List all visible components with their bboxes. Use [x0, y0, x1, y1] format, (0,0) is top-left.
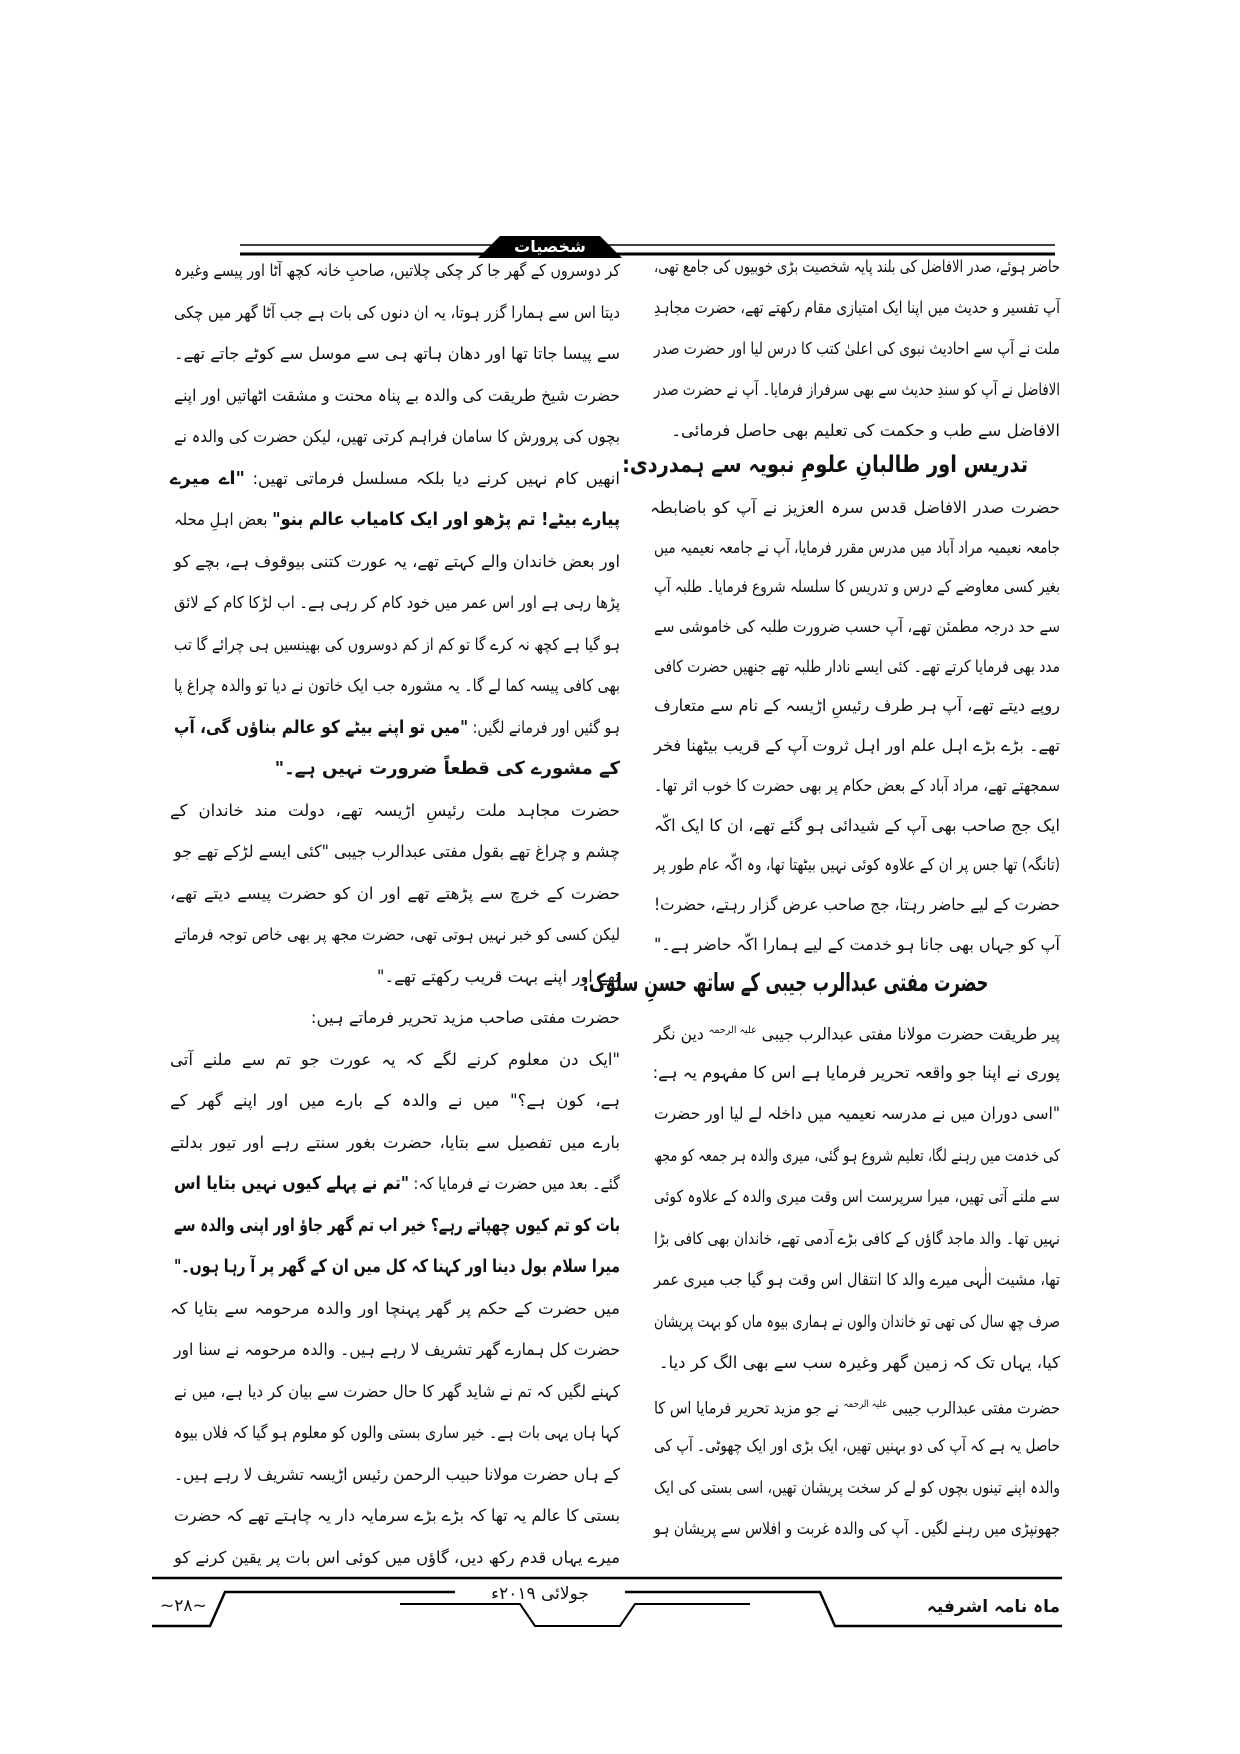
right-column-block-2	[650, 488, 1060, 964]
text-line	[170, 748, 620, 790]
honorific: علیہ الرحمہ	[843, 1398, 888, 1410]
text-segment: ہو گیا ہے کچھ نہ کرے گا تو کم از کم دوسروں کی بھینسیں ہی چرائے گا تب	[173, 634, 621, 654]
text-segment: کی خدمت میں رہنے لگا، تعلیم شروع ہو گئی، میری والدہ ہر جمعہ کو مجھ	[654, 1145, 1060, 1165]
text-segment: بستی کا عالم یہ تھا کہ بڑے بڑے سرمایہ دار یہ چاہتے تھے کہ حضرت	[173, 1506, 620, 1525]
magazine-name: ماہ نامہ اشرفیہ	[926, 1597, 1060, 1617]
text-line	[654, 1425, 1060, 1467]
text-line	[174, 375, 620, 417]
text-line	[174, 416, 620, 458]
text-line	[653, 528, 1060, 568]
text-segment: الافاضل سے طب و حکمت کی تعلیم بھی حاصل فرمائی۔	[671, 421, 1060, 440]
text-segment: تھے اور اپنے بہت قریب رکھتے تھے۔"	[376, 966, 620, 986]
text-segment: سمجھتے تھے، مراد آباد کے بعض حکام پر بھی حضرت کا خوب اثر تھا۔	[654, 775, 1060, 795]
text-line	[173, 499, 620, 541]
text-segment: "ایک دن معلوم کرنے لگے کہ یہ عورت جو تم سے ملنے آتی	[170, 1049, 620, 1069]
text-line	[654, 287, 1060, 328]
bold-quote: بات کو تم کیوں چھپاتے رہے؟ خیر اب تم گھر جاؤ اور اپنی والدہ سے	[173, 1214, 620, 1236]
text-segment: میرے یہاں قدم رکھ دیں، گاؤں میں کوئی اس بات پر یقین کرنے کو	[173, 1547, 620, 1567]
issue-date: جولائی ۲۰۱۹ء	[491, 1584, 589, 1604]
text-line	[170, 956, 620, 998]
text-line	[170, 873, 620, 915]
bold-quote: میرا سلام بول دینا اور کہنا کہ کل میں ان کے گھر پر آ رہا ہوں۔"	[174, 1256, 620, 1277]
text-segment: کے ہاں حضرت مولانا حبیب الرحمن رئیس اڑیسہ تشریف لا رہے ہیں۔	[174, 1464, 620, 1484]
bold-quote: کے مشورے کی قطعاً ضرورت نہیں ہے۔"	[274, 758, 620, 779]
text-segment: کہنے لگیں کہ تم نے شاید گھر کا حال حضرت سے بیان کر دیا ہے، میں نے	[174, 1381, 620, 1401]
text-segment: بھی کافی پیسہ کما لے گا۔ یہ مشورہ جب ایک خاتون نے دیا تو والدہ چراغ پا	[174, 676, 620, 695]
text-segment: حاصل یہ ہے کہ آپ کی دو بہنیں تھیں، ایک بڑی اور ایک چھوٹی۔ آپ کی	[654, 1436, 1060, 1455]
bold-quote: "تم نے پہلے کیوں نہیں بتایا اس	[174, 1173, 409, 1194]
text-line	[654, 766, 1060, 806]
text-line	[654, 369, 1060, 410]
text-line	[653, 246, 1060, 287]
text-segment: پیر طریقت حضرت مولانا مفتی عبدالرب جیبی	[756, 1024, 1060, 1044]
page-number: ~۲۸~	[160, 1596, 207, 1616]
text-line	[650, 1052, 1060, 1094]
text-segment: روپے دیتے تھے، آپ ہر طرف رئیسِ اڑیسہ کے نام سے متعارف	[653, 696, 1060, 716]
text-line	[170, 1288, 620, 1330]
text-segment: حضرت مجاہد ملت رئیسِ اڑیسہ تھے، دولت مند خاندان کے	[170, 800, 620, 820]
text-segment: میں حضرت کے حکم پر گھر پہنچا اور والدہ مرحومہ سے بتایا کہ	[170, 1298, 620, 1318]
bold-quote: "میں تو اپنے بیٹے کو عالم بناؤں گی، آپ	[174, 716, 469, 738]
text-segment: گئے۔ بعد میں حضرت نے فرمایا کہ:	[408, 1174, 620, 1193]
text-segment: والدہ اپنے تینوں بچوں کو لے کر سخت پریشان تھیں، اسی بستی کی ایک	[653, 1477, 1060, 1497]
text-segment: جامعہ نعیمیہ مراد آباد میں مدرس مقرر فرمایا، آپ نے جامعہ نعیمیہ میں	[653, 537, 1060, 557]
left-column	[170, 250, 620, 1578]
text-segment: حضرت کے خرچ سے پڑھتے تھے اور ان کو حضرت پیسے دیتے تھے،	[170, 883, 620, 903]
text-segment: پوری نے اپنا جو واقعہ تحریر فرمایا ہے اس کا مفہوم یہ ہے:	[652, 1062, 1060, 1082]
text-line	[654, 1176, 1060, 1218]
text-line	[175, 1537, 620, 1579]
text-segment: مدد بھی فرمایا کرتے تھے۔ کئی ایسے نادار طلبہ تھے جنھیں حضرت کافی	[654, 656, 1060, 676]
text-segment: بچوں کی پرورش کا سامان فراہم کرتی تھیں، لیکن حضرت کی والدہ نے	[174, 427, 620, 446]
text-line	[654, 328, 1060, 369]
text-line	[650, 410, 1060, 451]
text-segment: ہو گئیں اور فرمانے لگیں:	[468, 717, 620, 737]
bold-quote: "اے میرے	[170, 467, 245, 489]
text-line	[650, 1342, 1060, 1384]
text-line	[173, 624, 621, 666]
text-segment: الافاضل نے آپ کو سندِ حدیث سے بھی سرفراز فرمایا۔ آپ نے حضرت صدر	[654, 380, 1060, 399]
text-line	[173, 333, 620, 375]
honorific: علیہ الرحمہ	[708, 1025, 757, 1036]
text-segment: کہا ہاں یہی بات ہے۔ خیر ساری بستی والوں کو معلوم ہو گیا کہ فلاں بیوہ	[174, 1423, 620, 1442]
text-segment: صرف چھ سال کی تھی تو خاندان والوں نے ہماری بیوہ ماں کو بہت پریشان	[654, 1311, 1060, 1331]
text-line	[170, 1039, 620, 1081]
text-line	[174, 292, 620, 334]
text-line	[654, 1135, 1060, 1177]
text-line	[173, 1495, 620, 1537]
text-segment: کر دوسروں کے گھر جا کر چکی چلاتیں، صاحبِ خانہ کچھ آٹا اور پیسے وغیرہ	[173, 261, 620, 280]
text-segment: حاضر ہوئے، صدر الافاضل کی بلند پایہ شخصیت بڑی خوبیوں کی جامع تھی،	[653, 257, 1060, 276]
text-segment: تھا، مشیت الٰہی میرے والد کا انتقال اس وقت ہو گیا جب میری عمر	[653, 1270, 1060, 1289]
text-line	[653, 1467, 1060, 1509]
text-line	[654, 806, 1060, 846]
text-line	[653, 686, 1060, 726]
text-segment: دین نگر	[653, 1024, 709, 1044]
text-line	[173, 250, 620, 292]
text-segment: سے ملنے آتی تھیں، میرا سرپرست اس وقت میری والدہ کے علاوہ کوئی	[654, 1187, 1060, 1206]
text-line	[170, 1122, 620, 1164]
text-segment: (تانگہ) تھا جس پر ان کے علاوہ کوئی نہیں بیٹھتا تھا، وہ اکّہ عام طور پر	[653, 855, 1060, 875]
text-line	[170, 790, 620, 832]
text-line	[174, 831, 620, 873]
text-line	[653, 1093, 1060, 1135]
text-line	[174, 541, 620, 583]
heading-mufti-abdul-rab: حضرت مفتی عبدالرب جیبی کے ساتھ حسنِ سلوک:	[582, 968, 989, 997]
text-line	[174, 1412, 620, 1454]
text-segment: نہیں تھا۔ والد ماجد گاؤں کے کافی بڑے آدمی تھے، خاندان بھی کافی بڑا	[653, 1228, 1060, 1248]
text-line	[174, 707, 620, 749]
text-segment: ہے، کون ہے؟" میں نے والدہ کے بارے میں اور اپنے گھر کے	[170, 1091, 620, 1110]
text-line	[653, 1218, 1060, 1260]
text-line	[653, 845, 1060, 885]
text-line	[174, 582, 620, 624]
text-line	[174, 1246, 620, 1288]
text-segment: چشم و چراغ تھے بقول مفتی عبدالرب جیبی "کئی ایسے لڑکے تھے جو	[174, 842, 620, 861]
text-segment: پڑھا رہی ہے اور اس عمر میں خود کام کر رہی ہے۔ اب لڑکا کام کے لائق	[174, 593, 620, 612]
text-segment: سے پیسا جاتا تھا اور دھان ہاتھ ہی سے موسل سے کوٹے جاتے تھے۔	[173, 344, 620, 363]
text-segment: حضرت صدر الافاضل قدس سرہ العزیز نے آپ کو باضابطہ	[650, 498, 1060, 517]
text-segment: لیکن کسی کو خبر نہیں ہوتی تھی، حضرت مجھ پر بھی خاص توجہ فرماتے	[173, 925, 620, 944]
text-segment: نے جو مزید تحریر فرمایا اس کا	[654, 1398, 844, 1417]
text-segment: حضرت کل ہمارے گھر تشریف لا رہے ہیں۔ والدہ مرحومہ نے سنا اور	[174, 1340, 621, 1359]
text-segment: سے حد درجہ مطمئن تھے، آپ حسب ضرورت طلبہ کی خاموشی سے	[654, 617, 1060, 637]
text-line	[173, 1205, 620, 1247]
text-segment: آپ کو جہاں بھی جانا ہو خدمت کے لیے ہمارا اکّہ حاضر ہے۔"	[654, 934, 1060, 954]
text-line	[653, 1010, 1060, 1052]
text-line	[174, 1163, 620, 1205]
right-column-block-1	[650, 246, 1060, 451]
text-segment: ایک جج صاحب بھی آپ کے شیدائی ہو گئے تھے، ان کا ایک اکّہ	[654, 815, 1060, 835]
text-line	[654, 925, 1060, 965]
text-line	[174, 665, 620, 707]
text-line	[653, 567, 1060, 607]
text-segment: تھے۔ بڑے بڑے اہل علم اور اہل ثروت آپ کے قریب بیٹھنا فخر	[654, 736, 1060, 756]
text-line	[174, 1329, 621, 1371]
text-segment: حضرت مفتی صاحب مزید تحریر فرماتے ہیں:	[310, 1008, 620, 1027]
text-segment: بعض اہلِ محلہ	[173, 510, 273, 529]
section-title: شخصیات	[514, 237, 586, 256]
text-line	[653, 1508, 1060, 1550]
text-segment: اور بعض خاندان والے کہتے تھے، یہ عورت کتنی بیوقوف ہے، بچے کو	[174, 551, 620, 571]
text-segment: بارے میں تفصیل سے بتایا، حضرت بغور سنتے رہے اور تیور بدلتے	[170, 1132, 620, 1152]
text-line	[173, 914, 620, 956]
text-line	[174, 1454, 620, 1496]
text-line	[654, 1384, 1060, 1426]
text-segment: آپ تفسیر و حدیث میں اپنا ایک امتیازی مقام رکھتے تھے، حضرت مجاہدِ	[654, 298, 1060, 317]
bold-quote: پیارے بیٹے! تم پڑھو اور ایک کامیاب عالم بنو"	[272, 509, 620, 530]
text-segment: دیتا اس سے ہمارا گزر ہوتا، یہ ان دنوں کی بات ہے جب آٹا گھر میں چکی	[174, 302, 620, 322]
text-line	[654, 647, 1060, 687]
text-line	[170, 1080, 620, 1122]
text-line	[654, 726, 1060, 766]
right-column-block-3	[650, 1010, 1060, 1550]
text-line	[170, 997, 620, 1039]
text-segment: کیا، یہاں تک کہ زمین گھر وغیرہ سب سے بھی الگ کر دیا۔	[658, 1353, 1060, 1372]
text-segment: "اسی دوران میں نے مدرسہ نعیمیہ میں داخلہ لے لیا اور حضرت	[653, 1104, 1060, 1123]
text-segment: حضرت شیخ طریقت کی والدہ بے پناہ محنت و مشقت اٹھاتیں اور اپنے	[174, 385, 620, 405]
text-segment: حضرت مفتی عبدالرب جیبی	[887, 1398, 1060, 1417]
text-segment: انھیں کام نہیں کرنے دیا بلکہ مسلسل فرماتی تھیں:	[244, 468, 620, 488]
text-line	[653, 1259, 1060, 1301]
text-line	[650, 488, 1060, 528]
text-line	[170, 458, 620, 500]
heading-teaching-and-sympathy: تدریس اور طالبانِ علومِ نبویہ سے ہمدردی:	[622, 452, 1029, 478]
text-segment: بغیر کسی معاوضے کے درس و تدریس کا سلسلہ شروع فرمایا۔ طلبہ آپ	[653, 577, 1060, 597]
text-segment: ملت نے آپ سے احادیث نبوی کی اعلیٰ کتب کا درس لیا اور حضرت صدر	[654, 339, 1060, 358]
text-line	[653, 885, 1060, 925]
text-line	[654, 607, 1060, 647]
text-segment: جھونپڑی میں رہنے لگیں۔ آپ کی والدہ غربت و افلاس سے پریشان ہو	[653, 1519, 1060, 1538]
text-line	[654, 1301, 1060, 1343]
text-segment: حضرت کے لیے حاضر رہتا، جج صاحب عرض گزار رہتے، حضرت!	[653, 894, 1060, 914]
text-line	[174, 1371, 620, 1413]
